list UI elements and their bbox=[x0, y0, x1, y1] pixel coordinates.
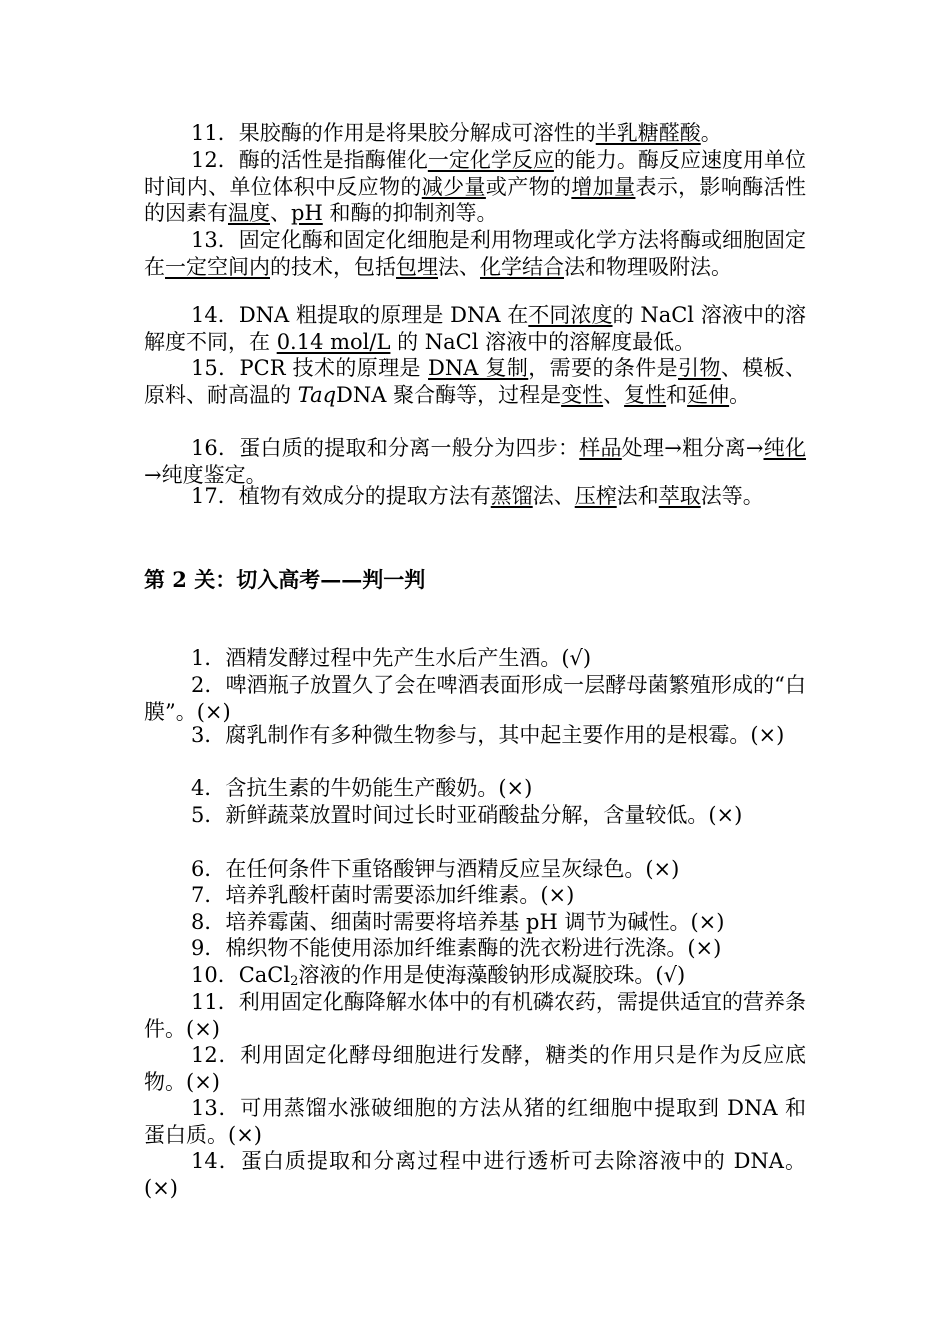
judge-item-4 bbox=[144, 775, 806, 802]
fill-item-12 bbox=[144, 147, 806, 227]
paragraph-text: 14．蛋白质提取和分离过程中进行透析可去除溶液中的 DNA。(×) bbox=[144, 1149, 806, 1200]
paragraph-text: 12．酶的活性是指酶催化 bbox=[191, 148, 428, 172]
answer-blank-text: DNA 复制 bbox=[428, 356, 529, 380]
fill-item-17 bbox=[144, 483, 806, 510]
paragraph-text: 的 NaCl 溶液中的溶解度不同，在 bbox=[144, 303, 806, 354]
section-heading: 第 2 关：切入高考——判一判 bbox=[144, 567, 426, 592]
paragraph-text: 。 bbox=[729, 382, 751, 407]
answer-blank-text: 半乳糖醛酸 bbox=[595, 121, 701, 145]
paragraph-text: 、 bbox=[603, 382, 625, 407]
answer-blank-text: 引物 bbox=[678, 356, 721, 380]
answer-blank-text: 0.14 mol/L bbox=[276, 329, 391, 354]
paragraph-text: 或产物的 bbox=[485, 174, 572, 199]
paragraph-text: 和酶的抑制剂等。 bbox=[322, 201, 498, 226]
judge-item-12 bbox=[144, 1042, 806, 1095]
paragraph-text: DNA 聚合酶等，过程是 bbox=[336, 382, 562, 407]
fill-item-14 bbox=[144, 302, 806, 355]
paragraph-text: 9．棉织物不能使用添加纤维素酶的洗衣粉进行洗涤。(×) bbox=[191, 936, 722, 960]
paragraph-text: 17．植物有效成分的提取方法有 bbox=[191, 484, 491, 508]
paragraph-text: 的能力。酶反应速度用单位时间内、单位体积中反应物的 bbox=[144, 148, 806, 199]
fill-item-15 bbox=[144, 355, 806, 408]
paragraph-text: 12．利用固定化酵母细胞进行发酵，糖类的作用只是作为反应底物。(×) bbox=[144, 1043, 806, 1094]
answer-blank-text: 萃取 bbox=[658, 484, 701, 508]
judge-item-7 bbox=[144, 882, 806, 909]
subscript: 2 bbox=[290, 974, 299, 989]
answer-blank-text: 不同浓度 bbox=[528, 303, 613, 327]
paragraph-text: 1．酒精发酵过程中先产生水后产生酒。(√) bbox=[191, 646, 592, 670]
answer-blank-text: 样品 bbox=[579, 436, 622, 460]
paragraph-text: 法、 bbox=[438, 254, 480, 279]
answer-blank-text: 延伸 bbox=[687, 382, 730, 407]
paragraph-text: 、模板、原料、耐高温的 bbox=[144, 356, 807, 407]
answer-blank-text: 压榨 bbox=[574, 484, 617, 508]
paragraph-text: 法等。 bbox=[700, 484, 764, 508]
paragraph-text: 。 bbox=[700, 121, 722, 145]
fill-item-11 bbox=[144, 120, 806, 147]
paragraph-text: 8．培养霉菌、细菌时需要将培养基 pH 调节为碱性。(×) bbox=[191, 910, 725, 934]
paragraph-text: 的技术，包括 bbox=[270, 254, 396, 279]
fill-item-16 bbox=[144, 435, 806, 488]
paragraph-text: 13．固定化酶和固定化细胞是利用物理或化学方法将酶或细胞固定在 bbox=[144, 228, 806, 279]
paragraph-text: ，需要的条件是 bbox=[528, 356, 679, 380]
paragraph-text: 6．在任何条件下重铬酸钾与酒精反应呈灰绿色。(×) bbox=[191, 857, 680, 881]
answer-blank-text: pH bbox=[291, 201, 323, 226]
paragraph-text: 、 bbox=[270, 201, 291, 226]
answer-blank-text: 化学结合 bbox=[480, 254, 564, 279]
judge-item-10 bbox=[144, 962, 806, 989]
paragraph-text: 2．啤酒瓶子放置久了会在啤酒表面形成一层酵母菌繁殖形成的“白膜”。(×) bbox=[144, 673, 806, 724]
paragraph-text: 7．培养乳酸杆菌时需要添加纤维素。(×) bbox=[191, 883, 575, 907]
paragraph-text: 法和 bbox=[616, 484, 659, 508]
answer-blank-text: 包埋 bbox=[396, 254, 438, 279]
answer-blank-text: 温度 bbox=[228, 201, 270, 226]
judge-item-1 bbox=[144, 645, 806, 672]
paragraph-text: →纯度鉴定。 bbox=[144, 462, 267, 487]
judge-item-9 bbox=[144, 935, 806, 962]
judge-item-11 bbox=[144, 989, 806, 1042]
answer-blank-text: 复性 bbox=[624, 382, 667, 407]
paragraph-text: 法和物理吸附法。 bbox=[564, 254, 732, 279]
paragraph-text: 14．DNA 粗提取的原理是 DNA 在 bbox=[191, 303, 529, 327]
paragraph-text: 溶液的作用是使海藻酸钠形成凝胶珠。(√) bbox=[298, 963, 686, 987]
answer-blank-text: 增加量 bbox=[571, 174, 636, 199]
paragraph-text: 15．PCR 技术的原理是 bbox=[191, 356, 429, 380]
paragraph-text: 5．新鲜蔬菜放置时间过长时亚硝酸盐分解，含量较低。(×) bbox=[191, 803, 743, 827]
judge-item-8 bbox=[144, 909, 806, 936]
paragraph-text: 3．腐乳制作有多种微生物参与，其中起主要作用的是根霉。(×) bbox=[191, 723, 785, 747]
fill-item-13 bbox=[144, 227, 806, 280]
judge-item-14 bbox=[144, 1148, 806, 1201]
paragraph-text: 11．果胶酶的作用是将果胶分解成可溶性的 bbox=[191, 121, 596, 145]
paragraph-text: Taq bbox=[297, 382, 337, 407]
paragraph-text: 处理→粗分离→ bbox=[621, 436, 764, 460]
judge-item-5 bbox=[144, 802, 806, 829]
paragraph-text: 表示，影响酶活性的因素有 bbox=[144, 174, 807, 226]
answer-blank-text: 蒸馏 bbox=[490, 484, 533, 508]
answer-blank-text: 变性 bbox=[561, 382, 604, 407]
answer-blank-text: 减少量 bbox=[421, 174, 486, 199]
paragraph-text: 4．含抗生素的牛奶能生产酸奶。(×) bbox=[191, 776, 533, 800]
paragraph-text: 的 NaCl 溶液中的溶解度最低。 bbox=[390, 329, 696, 354]
answer-blank-text: 一定化学反应 bbox=[427, 148, 554, 172]
judge-item-6 bbox=[144, 856, 806, 883]
paragraph-text: 法、 bbox=[532, 484, 575, 508]
paragraph-text: 16．蛋白质的提取和分离一般分为四步： bbox=[191, 436, 580, 460]
paragraph-text: 13．可用蒸馏水涨破细胞的方法从猪的红细胞中提取到 DNA 和蛋白质。(×) bbox=[144, 1096, 806, 1147]
paragraph-text: 和 bbox=[666, 382, 688, 407]
answer-blank-text: 一定空间内 bbox=[165, 254, 270, 279]
paragraph-text: 11．利用固定化酶降解水体中的有机磷农药，需提供适宜的营养条件。(×) bbox=[144, 990, 806, 1041]
paragraph-text: 10．CaCl bbox=[191, 963, 291, 987]
judge-item-13 bbox=[144, 1095, 806, 1148]
answer-blank-text: 纯化 bbox=[763, 436, 807, 460]
judge-item-2 bbox=[144, 672, 806, 725]
judge-item-3 bbox=[144, 722, 806, 749]
